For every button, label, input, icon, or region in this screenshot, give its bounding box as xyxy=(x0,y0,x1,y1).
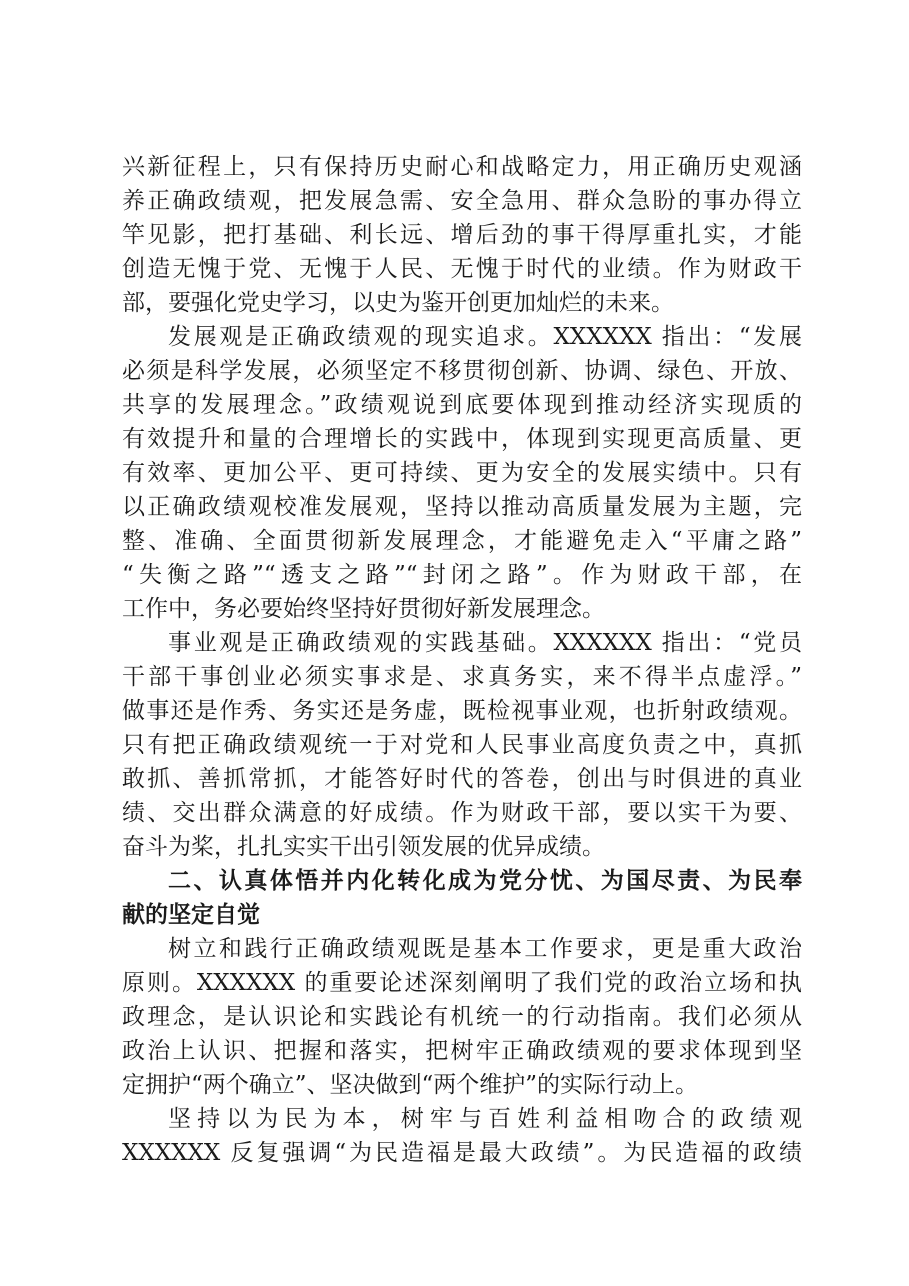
paragraph-continuation xyxy=(122,150,802,320)
text-line: 兴新征程上，只有保持历史耐心和战略定力，用正确历史观涵 xyxy=(122,154,802,180)
paragraph-political-principle xyxy=(122,932,802,1102)
text-line: 共享的发展理念。”政绩观说到底要体现到推动经济实现质的 xyxy=(122,392,802,418)
text-line: “失衡之路”“透支之路”“封闭之路”。作为财政干部，在 xyxy=(122,562,802,588)
section-heading xyxy=(122,864,802,932)
text-line: 创造无愧于党、无愧于人民、无愧于时代的业绩。作为财政干 xyxy=(122,256,802,282)
text-line: 坚持以为民为本，树牢与百姓利益相吻合的政绩观 xyxy=(168,1106,802,1132)
text-line: 干部干事创业必须实事求是、求真务实，来不得半点虚浮。” xyxy=(122,664,802,690)
text-line: 奋斗为桨，扎扎实实干出引领发展的优异成绩。 xyxy=(122,834,605,860)
heading-line: 献的坚定自觉 xyxy=(122,902,260,928)
text-line: 原则。XXXXXX 的重要论述深刻阐明了我们党的政治立场和执 xyxy=(122,970,802,996)
text-line: 整、准确、全面贯彻新发展理念，才能避免走入“平庸之路” xyxy=(122,528,802,554)
text-line: 养正确政绩观，把发展急需、安全急用、群众急盼的事办得立 xyxy=(122,188,802,214)
text-line: 绩、交出群众满意的好成绩。作为财政干部，要以实干为要、 xyxy=(122,800,802,826)
text-line: XXXXXX 反复强调“为民造福是最大政绩”。为民造福的政绩 xyxy=(122,1140,802,1166)
text-line: 有效提升和量的合理增长的实践中，体现到实现更高质量、更 xyxy=(122,426,802,452)
text-line: 必须是科学发展，必须坚定不移贯彻创新、协调、绿色、开放、 xyxy=(122,358,802,384)
text-line: 政理念，是认识论和实践论有机统一的行动指南。我们必须从 xyxy=(122,1004,802,1030)
paragraph-career-view xyxy=(122,626,802,864)
text-line: 事业观是正确政绩观的实践基础。XXXXXX 指出：“党员 xyxy=(168,630,802,656)
text-line: 发展观是正确政绩观的现实追求。XXXXXX 指出：“发展 xyxy=(168,324,802,350)
text-line: 敢抓、善抓常抓，才能答好时代的答卷，创出与时俱进的真业 xyxy=(122,766,802,792)
text-line: 树立和践行正确政绩观既是基本工作要求，更是重大政治 xyxy=(168,936,802,962)
text-line: 竿见影，把打基础、利长远、增后劲的事干得厚重扎实，才能 xyxy=(122,222,802,248)
text-line: 工作中，务必要始终坚持好贯彻好新发展理念。 xyxy=(122,596,605,622)
text-line: 定拥护“两个确立”、坚决做到“两个维护”的实际行动上。 xyxy=(122,1072,699,1098)
text-line: 部，要强化党史学习，以史为鉴开创更加灿烂的未来。 xyxy=(122,290,674,316)
paragraph-development-view xyxy=(122,320,802,626)
text-line: 做事还是作秀、务实还是务虚，既检视事业观，也折射政绩观。 xyxy=(122,698,802,724)
text-line: 政治上认识、把握和落实，把树牢正确政绩观的要求体现到坚 xyxy=(122,1038,802,1064)
text-line: 以正确政绩观校准发展观，坚持以推动高质量发展为主题，完 xyxy=(122,494,802,520)
document-body xyxy=(122,150,802,1170)
text-line: 有效率、更加公平、更可持续、更为安全的发展实绩中。只有 xyxy=(122,460,802,486)
paragraph-people-first xyxy=(122,1102,802,1170)
heading-line: 二、认真体悟并内化转化成为党分忧、为国尽责、为民奉 xyxy=(168,868,802,894)
text-line: 只有把正确政绩观统一于对党和人民事业高度负责之中，真抓 xyxy=(122,732,802,758)
